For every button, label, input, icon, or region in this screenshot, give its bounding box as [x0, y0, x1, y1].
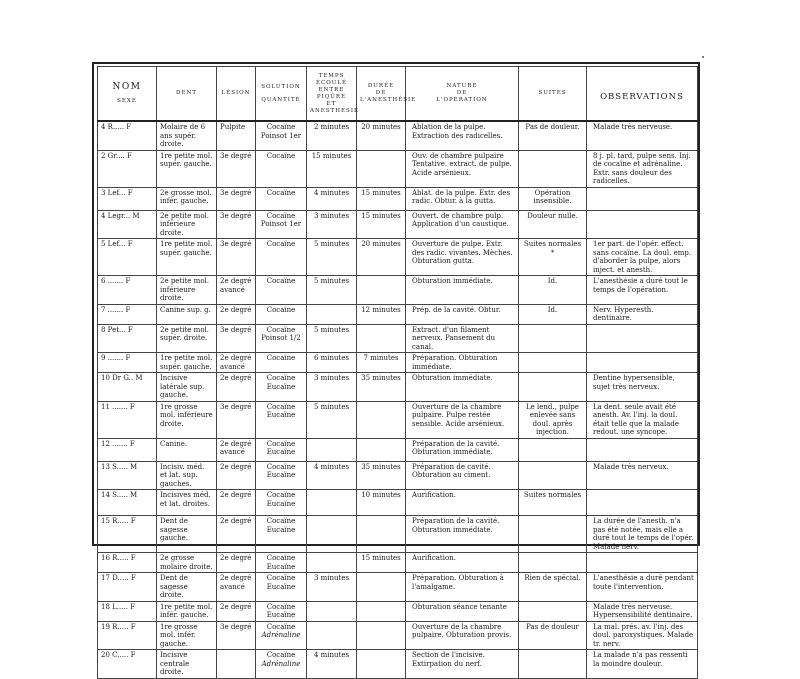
- row-nature: Obturation immédiate.: [406, 373, 519, 402]
- row-nature: Préparation de la cavité. Obturation immédiate.: [406, 438, 519, 461]
- row-nature: Prép. de la cavité. Obtur.: [406, 304, 519, 324]
- table-row: [98, 324, 698, 353]
- row-temps: 2 minutes: [307, 121, 357, 150]
- row-observation: La mal. prés. av. l'inj. des doul. paroxystiques. Malade tr. nerv.: [587, 621, 698, 650]
- row-temps: [307, 438, 357, 461]
- row-temps: 4 minutes: [307, 461, 357, 490]
- table-row: [98, 461, 698, 490]
- row-duree: 10 minutes: [357, 490, 406, 516]
- row-nature: Ouverture de la chambre pulpaire. Obturation provis.: [406, 621, 519, 650]
- row-dent: Canine.: [157, 438, 217, 461]
- row-observation: [587, 187, 698, 210]
- row-lesion: 2e degré: [217, 553, 256, 573]
- row-temps: [307, 553, 357, 573]
- row-lesion: 2e degré: [217, 516, 256, 553]
- row-observation: [587, 324, 698, 353]
- row-duree: 7 minutes: [357, 353, 406, 373]
- anesthesia-table: [97, 66, 698, 679]
- row-dent: Dent de sagesse gauche.: [157, 516, 217, 553]
- header-temps: TEMPS ÉCOULÉ ENTRE PIQÛRE ET ANESTHÉSIE: [307, 67, 357, 122]
- row-lesion: 3e degré: [217, 187, 256, 210]
- table-row: [98, 304, 698, 324]
- row-dent: 2e petite mol. inférieure droite.: [157, 276, 217, 305]
- row-lesion: 2e degré: [217, 490, 256, 516]
- row-lesion: 3e degré: [217, 324, 256, 353]
- row-nom: 18 L..... F: [98, 601, 157, 621]
- table-row: [98, 276, 698, 305]
- row-lesion: 3e degré: [217, 239, 256, 276]
- row-temps: 5 minutes: [307, 401, 357, 438]
- row-dent: Incisives méd. et lat. droites.: [157, 490, 217, 516]
- header-nom: NOM SEXE: [98, 67, 157, 122]
- row-temps: [307, 516, 357, 553]
- row-dent: Incisive centrale droite.: [157, 650, 217, 679]
- row-nature: Ouvert. de chambre pulp. Application d'un caustique.: [406, 210, 519, 239]
- row-duree: [357, 324, 406, 353]
- row-nom: 11 ....... F: [98, 401, 157, 438]
- row-duree: [357, 438, 406, 461]
- row-nature: Aurification.: [406, 490, 519, 516]
- row-nature: Ouverture de pulpe. Extr. des radic. vivantes. Mèches. Obturation gutta.: [406, 239, 519, 276]
- row-nom: 20 C..... F: [98, 650, 157, 679]
- row-suites: [519, 353, 587, 373]
- table-row: [98, 150, 698, 187]
- row-nom: 4 Legr... M: [98, 210, 157, 239]
- row-lesion: 2e degré avancé: [217, 353, 256, 373]
- row-temps: 4 minutes: [307, 650, 357, 679]
- row-nature: Extract. d'un filament nerveux. Pansement du canal.: [406, 324, 519, 353]
- row-solution: Cocaïne: [256, 150, 307, 187]
- row-lesion: 2e degré: [217, 601, 256, 621]
- header-duree: DURÉE DE L'ANESTHÉSIE: [357, 67, 406, 122]
- table-row: [98, 187, 698, 210]
- row-suites: Id.: [519, 276, 587, 305]
- row-duree: 35 minutes: [357, 461, 406, 490]
- row-nom: 7 ....... F: [98, 304, 157, 324]
- row-suites: Pas de douleur: [519, 621, 587, 650]
- header-nature: NATURE DE L'OPÉRATION: [406, 67, 519, 122]
- row-nature: Préparation de cavité. Obturation au ciment.: [406, 461, 519, 490]
- row-observation: Nerv. Hyperesth. dentinaire.: [587, 304, 698, 324]
- row-lesion: 3e degré: [217, 401, 256, 438]
- row-nom: 10 Dr G.. M: [98, 373, 157, 402]
- row-observation: L'anesthésie a duré tout le temps de l'opération.: [587, 276, 698, 305]
- row-nom: 15 R..... F: [98, 516, 157, 553]
- row-duree: 35 minutes: [357, 373, 406, 402]
- row-solution: Cocaïne Poinsot 1er: [256, 210, 307, 239]
- row-lesion: [217, 650, 256, 679]
- row-duree: 20 minutes: [357, 239, 406, 276]
- row-solution: Cocaïne Eucaïne: [256, 438, 307, 461]
- row-duree: [357, 573, 406, 602]
- table-row: [98, 601, 698, 621]
- row-lesion: Pulpite: [217, 121, 256, 150]
- row-lesion: 2e degré: [217, 373, 256, 402]
- table-row: [98, 438, 698, 461]
- row-dent: 1re grosse mol. infér. gauche.: [157, 621, 217, 650]
- row-temps: [307, 601, 357, 621]
- row-nature: Préparation. Obturation à l'amalgame.: [406, 573, 519, 602]
- row-solution: Cocaïne: [256, 239, 307, 276]
- row-suites: [519, 373, 587, 402]
- header-row: [98, 67, 698, 122]
- row-temps: 4 minutes: [307, 187, 357, 210]
- row-solution: Cocaïne Eucaïne: [256, 461, 307, 490]
- header-observations: OBSERVATIONS: [587, 67, 698, 122]
- row-suites: [519, 650, 587, 679]
- row-observation: La durée de l'anesth. n'a pas été notée, mais elle a duré tout le temps de l'opér. Malade nerv.: [587, 516, 698, 553]
- row-temps: [307, 304, 357, 324]
- row-temps: 15 minutes: [307, 150, 357, 187]
- row-nature: Préparation. Obturation immédiate.: [406, 353, 519, 373]
- row-solution: Cocaïne Adrénaline: [256, 650, 307, 679]
- table-row: [98, 553, 698, 573]
- row-suites: [519, 461, 587, 490]
- row-solution: Cocaïne Eucaïne: [256, 601, 307, 621]
- row-duree: [357, 401, 406, 438]
- row-nature: Ablation de la pulpe. Extraction des radicelles.: [406, 121, 519, 150]
- row-lesion: 2e degré avancé: [217, 438, 256, 461]
- row-nom: 19 R..... F: [98, 621, 157, 650]
- row-nature: Préparation de la cavité. Obturation immédiate.: [406, 516, 519, 553]
- row-suites: [519, 553, 587, 573]
- row-temps: 5 minutes: [307, 324, 357, 353]
- row-nom: 12 ....... F: [98, 438, 157, 461]
- row-suites: Opération insensible.: [519, 187, 587, 210]
- row-dent: 1re petite mol. supér. gauche.: [157, 353, 217, 373]
- row-nom: 4 R..... F: [98, 121, 157, 150]
- row-solution: Cocaïne: [256, 276, 307, 305]
- row-observation: La dent. seule avait été anesth. Av. l'inj. la doul. était telle que la malade redout. une syncope.: [587, 401, 698, 438]
- row-observation: [587, 210, 698, 239]
- row-observation: Malade très nerveuse.: [587, 121, 698, 150]
- row-dent: Incisive latérale sup. gauche.: [157, 373, 217, 402]
- row-duree: [357, 516, 406, 553]
- page-speck: [702, 56, 704, 58]
- table-row: [98, 239, 698, 276]
- row-nom: 2 Gr.... F: [98, 150, 157, 187]
- row-lesion: 3e degré: [217, 150, 256, 187]
- row-temps: [307, 490, 357, 516]
- row-nom: 13 S..... M: [98, 461, 157, 490]
- row-suites: Douleur nulle.: [519, 210, 587, 239]
- row-suites: [519, 516, 587, 553]
- row-duree: 15 minutes: [357, 210, 406, 239]
- table-row: [98, 621, 698, 650]
- header-lesion: LÉSION: [217, 67, 256, 122]
- row-temps: 5 minutes: [307, 276, 357, 305]
- row-solution: Cocaïne: [256, 304, 307, 324]
- row-solution: Cocaïne: [256, 187, 307, 210]
- row-nom: 14 S..... M: [98, 490, 157, 516]
- row-solution: Cocaïne Eucaïne: [256, 553, 307, 573]
- table-row: [98, 490, 698, 516]
- row-suites: [519, 150, 587, 187]
- row-lesion: 2e degré avancé: [217, 276, 256, 305]
- header-suites: SUITES: [519, 67, 587, 122]
- row-temps: 3 minutes: [307, 573, 357, 602]
- row-observation: Dentine hypersensible, sujet très nerveux.: [587, 373, 698, 402]
- row-temps: [307, 621, 357, 650]
- row-nature: Aurification.: [406, 553, 519, 573]
- row-nom: 9 ....... F: [98, 353, 157, 373]
- row-dent: Dent de sagesse droite.: [157, 573, 217, 602]
- row-nom: 5 Lef... F: [98, 239, 157, 276]
- row-observation: [587, 353, 698, 373]
- table-row: [98, 210, 698, 239]
- row-duree: 15 minutes: [357, 187, 406, 210]
- row-nom: 3 Lef... F: [98, 187, 157, 210]
- row-solution: Cocaïne Eucaïne: [256, 373, 307, 402]
- row-solution: Cocaïne: [256, 353, 307, 373]
- row-lesion: 3e degré: [217, 210, 256, 239]
- row-temps: 5 minutes: [307, 239, 357, 276]
- row-nature: Ouv. de chambre pulpaire Tentative. extract. de pulpe. Acide arsénieux.: [406, 150, 519, 187]
- row-suites: [519, 324, 587, 353]
- row-duree: 12 minutes: [357, 304, 406, 324]
- row-nom: 8 Pet... F: [98, 324, 157, 353]
- row-nature: Ablat. de la pulpe. Extr. des radic. Obtur. à la gutta.: [406, 187, 519, 210]
- row-duree: [357, 601, 406, 621]
- row-dent: 2e grosse molaire droite.: [157, 553, 217, 573]
- row-suites: [519, 438, 587, 461]
- header-dent: DENT: [157, 67, 217, 122]
- row-observation: [587, 490, 698, 516]
- row-dent: Canine sup. g.: [157, 304, 217, 324]
- row-nom: 6 ....... F: [98, 276, 157, 305]
- row-solution: Cocaïne Poinsot 1er: [256, 121, 307, 150]
- row-solution: Cocaïne Eucaïne: [256, 401, 307, 438]
- row-nom: 17 D..... F: [98, 573, 157, 602]
- row-solution: Cocaïne Adrénaline: [256, 621, 307, 650]
- row-solution: Cocaïne Poinsot 1/2: [256, 324, 307, 353]
- row-dent: 2e petite mol. inférieure droite.: [157, 210, 217, 239]
- row-dent: 1re petite mol. supér. gauche.: [157, 150, 217, 187]
- row-dent: 1re grosse mol. inférieure droite.: [157, 401, 217, 438]
- row-lesion: 2e degré avancé: [217, 573, 256, 602]
- row-observation: 1er part. de l'opér. effect. sans cocaïne. La doul. emp. d'aborder la pulpe, alors inject. et anesth.: [587, 239, 698, 276]
- row-nom: 16 R..... F: [98, 553, 157, 573]
- row-solution: Cocaïne Eucaïne: [256, 490, 307, 516]
- row-solution: Cocaïne Eucaïne: [256, 573, 307, 602]
- row-observation: [587, 438, 698, 461]
- row-lesion: 3e degré: [217, 621, 256, 650]
- table-row: [98, 373, 698, 402]
- row-duree: [357, 621, 406, 650]
- row-observation: La malade n'a pas ressenti la moindre douleur.: [587, 650, 698, 679]
- row-nature: Section de l'incisive. Extirpation du nerf.: [406, 650, 519, 679]
- table-row: [98, 353, 698, 373]
- table-row: [98, 650, 698, 679]
- row-dent: 2e petite mol. supér. droite.: [157, 324, 217, 353]
- row-temps: 6 minutes: [307, 353, 357, 373]
- row-dent: 1re petite mol. supér. gauche.: [157, 239, 217, 276]
- row-observation: Malade très nerveuse. Hypersensibilité dentinaire.: [587, 601, 698, 621]
- row-nature: Obturation séance tenante: [406, 601, 519, 621]
- row-suites: Rien de spécial.: [519, 573, 587, 602]
- row-dent: Molaire de 6 ans supér. droite.: [157, 121, 217, 150]
- row-duree: [357, 276, 406, 305]
- row-suites: Pas de douleur.: [519, 121, 587, 150]
- row-dent: 2e grosse mol. infér. gauche.: [157, 187, 217, 210]
- row-observation: 8 j. pl. tard, pulpe sens. Inj. de cocaïne et adrénaline. Extr. sans douleur des radicelles.: [587, 150, 698, 187]
- row-nature: Obturation immédiate.: [406, 276, 519, 305]
- row-temps: 3 minutes: [307, 373, 357, 402]
- row-observation: L'anesthésie a duré pendant toute l'intervention.: [587, 573, 698, 602]
- row-observation: [587, 553, 698, 573]
- row-duree: 15 minutes: [357, 553, 406, 573]
- row-suites: Suites normales *: [519, 239, 587, 276]
- row-suites: Suites normales: [519, 490, 587, 516]
- row-suites: Id.: [519, 304, 587, 324]
- table-row: [98, 573, 698, 602]
- row-duree: [357, 150, 406, 187]
- row-nature: Ouverture de la chambre pulpaire. Pulpe restée sensible. Acide arsénieux.: [406, 401, 519, 438]
- row-lesion: 2e degré: [217, 304, 256, 324]
- table-row: [98, 401, 698, 438]
- row-observation: Malade très nerveux.: [587, 461, 698, 490]
- row-lesion: 2e degré: [217, 461, 256, 490]
- row-dent: Incisiv. méd. et lat. sup. gauches.: [157, 461, 217, 490]
- header-solution: SOLUTION QUANTITÉ: [256, 67, 307, 122]
- row-duree: 20 minutes: [357, 121, 406, 150]
- table-row: [98, 121, 698, 150]
- row-dent: 1re petite mol. infér. gauche.: [157, 601, 217, 621]
- table-frame: [92, 62, 700, 676]
- table-row: [98, 516, 698, 553]
- row-suites: [519, 601, 587, 621]
- row-duree: [357, 650, 406, 679]
- row-temps: 3 minutes: [307, 210, 357, 239]
- row-solution: Cocaïne Eucaïne: [256, 516, 307, 553]
- row-suites: Le lend., pulpe enlevée sans doul. après injection.: [519, 401, 587, 438]
